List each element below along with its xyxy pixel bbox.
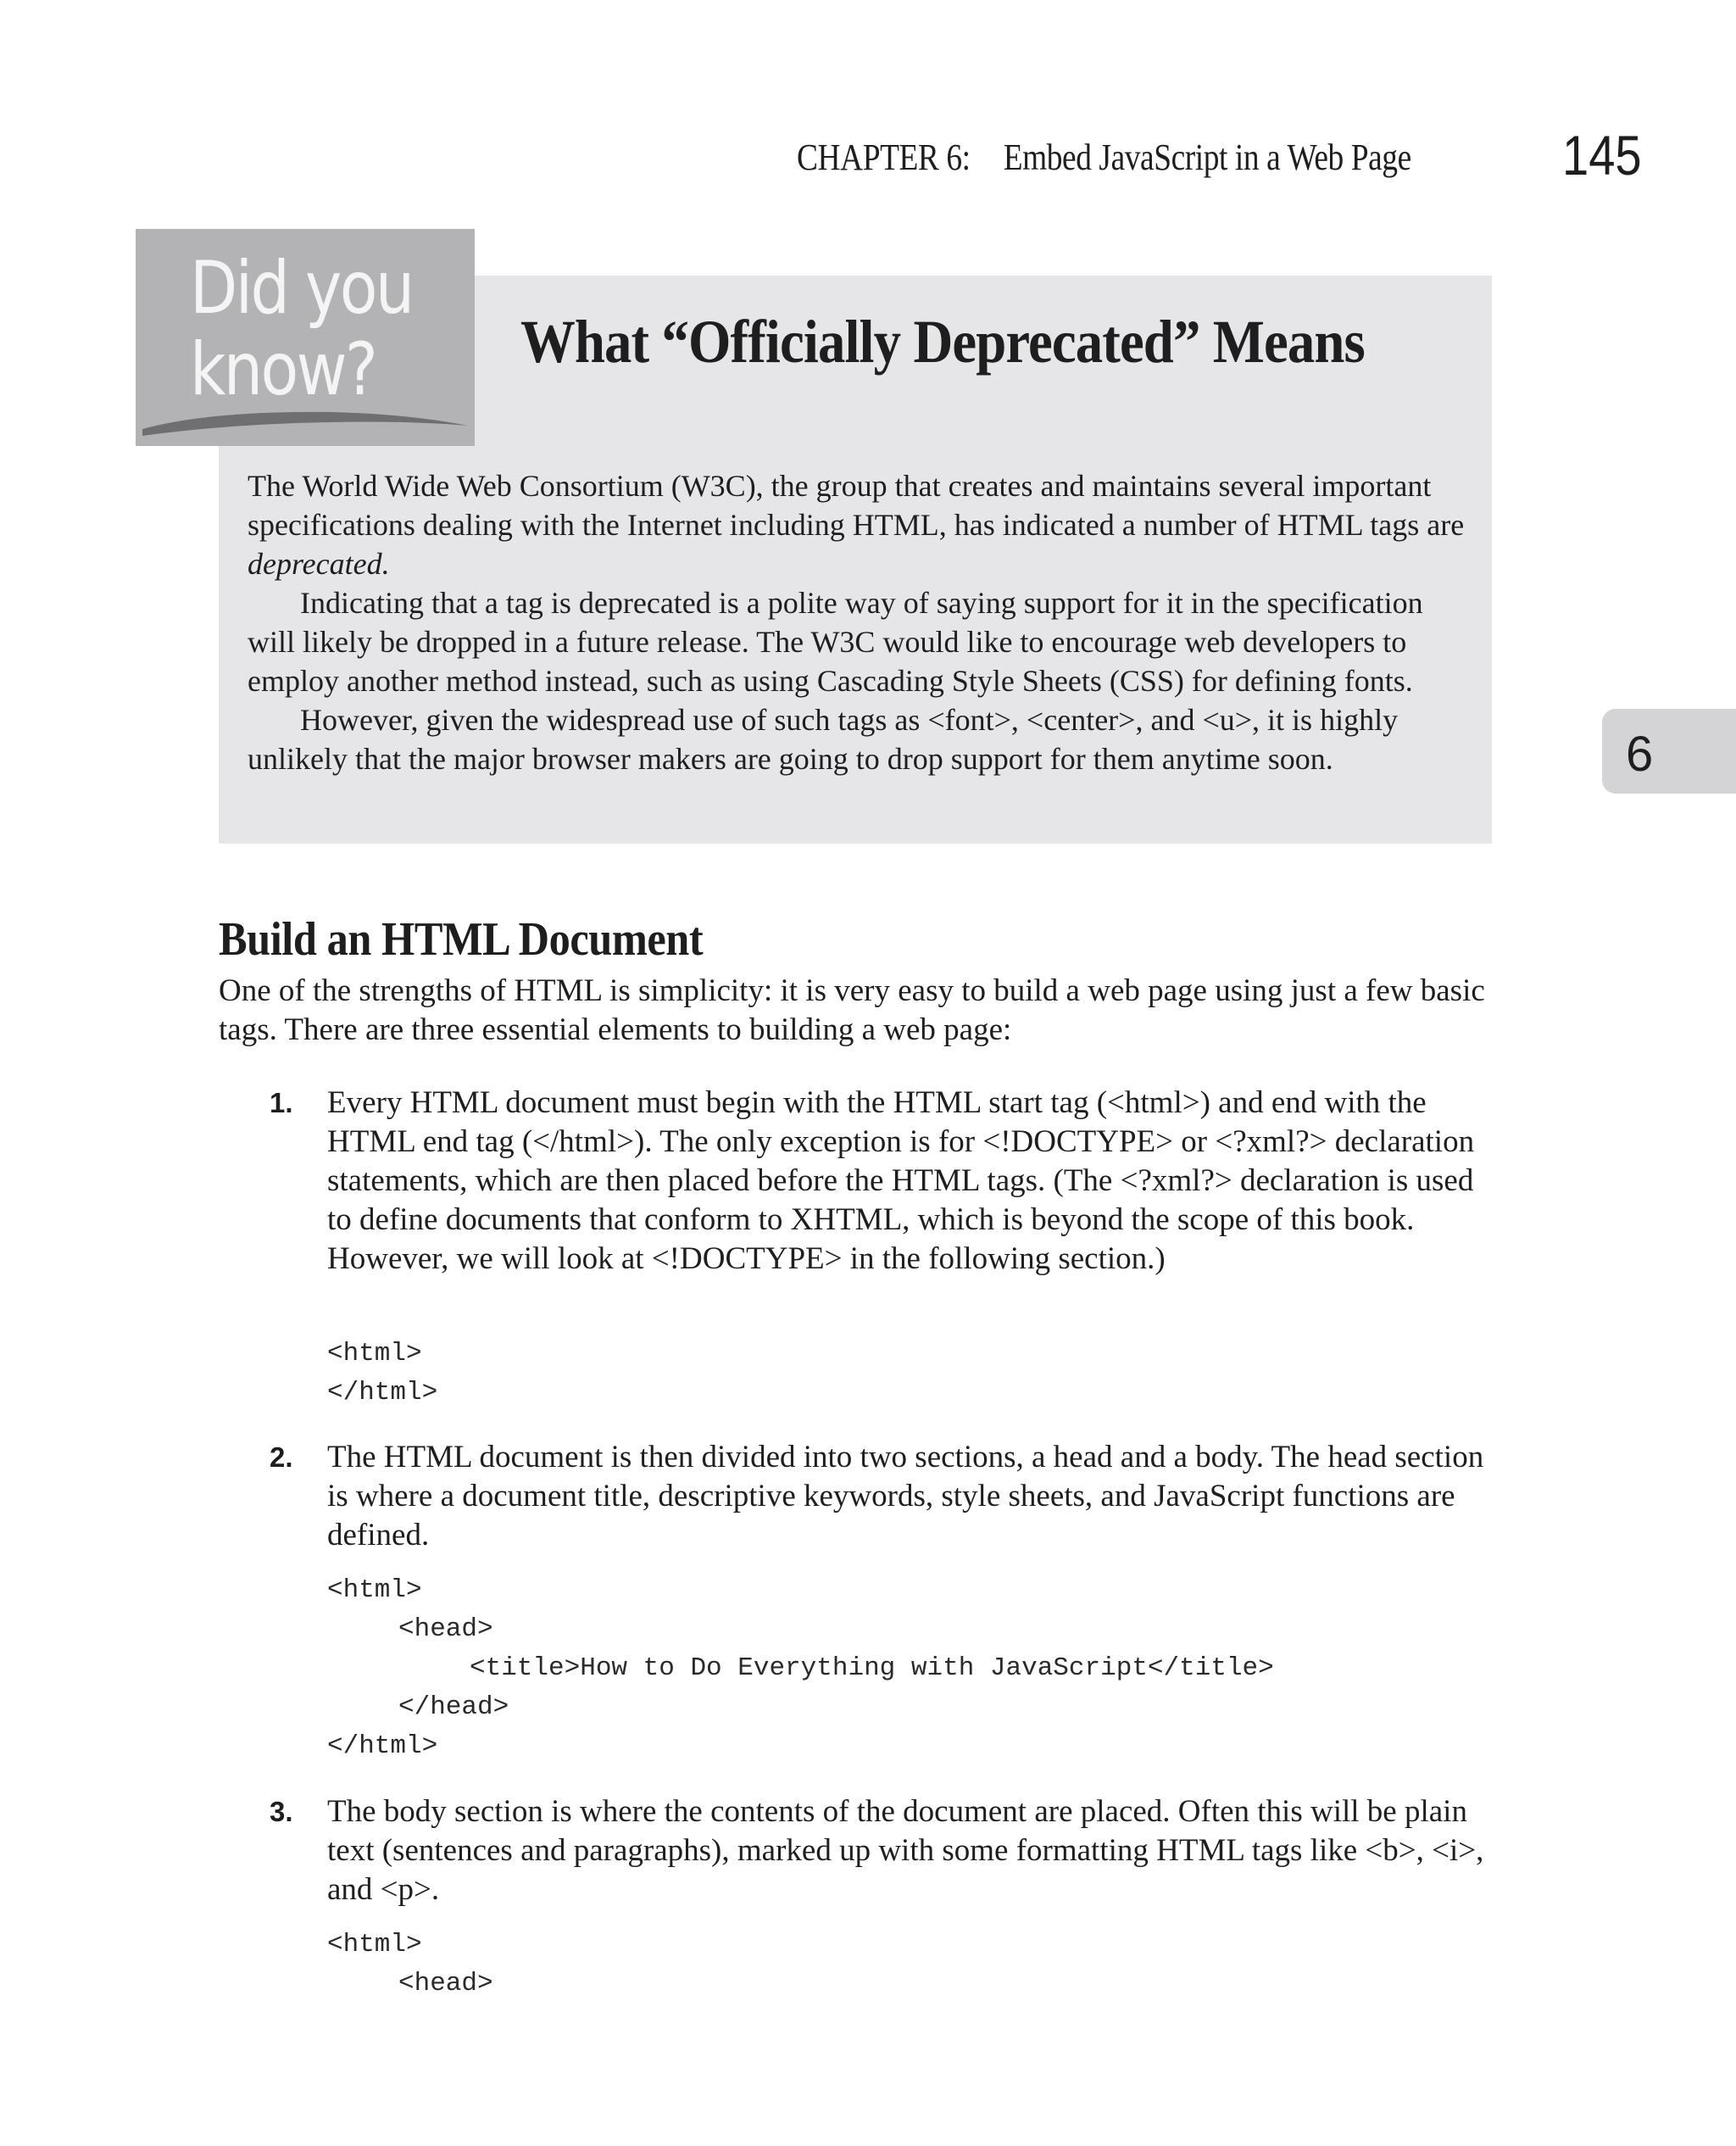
badge-line-2: know? (190, 327, 376, 412)
page-number: 145 (1562, 124, 1642, 187)
chapter-tab (1602, 709, 1736, 794)
did-you-know-badge (136, 229, 475, 446)
code-line: <html> (327, 1575, 422, 1605)
step-number: 3. (270, 1796, 293, 1827)
code-line: </html> (327, 1731, 438, 1761)
chapter-title: Embed JavaScript in a Web Page (1003, 137, 1411, 178)
step-text: Every HTML document must begin with the HTML start tag (<html>) and end with the HTML end tag (</html>). The only exception is for <!DOCTYPE> or <?xml?> declaration statements, which are then placed before the HTML tags. (The <?xml?> declaration is used to define documents that conform to XHTML, which is beyond the scope of this book. However, we will look at <!DOCTYPE> in the following section.) (327, 1085, 1475, 1276)
code-line: </html> (327, 1378, 438, 1407)
code-line: <head> (398, 1614, 493, 1644)
sidebar-paragraph (248, 466, 1477, 583)
intro-paragraph: One of the strengths of HTML is simplicity: it is very easy to build a web page using just a few basic tags. There are three essential elements to building a web page: (219, 973, 1485, 1047)
section-heading: Build an HTML Document (219, 913, 704, 966)
sidebar-paragraph: However, given the widespread use of such tags as <font>, <center>, and <u>, it is highly unlikely that the major browser makers are going to drop support for them anytime soon. (248, 703, 1399, 776)
step-number: 1. (270, 1087, 293, 1118)
badge-line-1: Did you (190, 246, 413, 331)
chapter-tab-number: 6 (1626, 727, 1654, 782)
code-block (327, 1335, 1514, 1413)
step-number: 2. (270, 1441, 293, 1473)
sidebar-paragraph-text: The World Wide Web Consortium (W3C), the group that creates and maintains several important specifications dealing with the Internet including HTML, has indicated a number of HTML tags are (248, 469, 1465, 542)
running-header (797, 136, 1411, 179)
sidebar-body (248, 466, 1477, 778)
code-block (327, 1926, 1514, 2004)
code-line: <title>How to Do Everything with JavaScript</title> (470, 1653, 1274, 1683)
step-text: The HTML document is then divided into two sections, a head and a body. The head section is where a document title, descriptive keywords, style sheets, and JavaScript functions are defined. (327, 1440, 1484, 1552)
code-line: <html> (327, 1339, 422, 1368)
swoosh-icon (136, 229, 475, 446)
code-line: </head> (398, 1692, 509, 1722)
step-text: The body section is where the contents of the document are placed. Often this will be plain text (sentences and paragraphs), marked up with some formatting HTML tags like <b>, <i>, and <p>. (327, 1794, 1484, 1907)
sidebar-title: What “Officially Deprecated” Means (520, 308, 1365, 376)
code-line: <html> (327, 1930, 422, 1959)
code-block (327, 1571, 1514, 1766)
chapter-label: CHAPTER 6: (797, 137, 971, 178)
code-line: <head> (398, 1969, 493, 1998)
sidebar-emphasis: deprecated. (248, 547, 390, 581)
sidebar-paragraph: Indicating that a tag is deprecated is a polite way of saying support for it in the specification will likely be dropped in a future release. The W3C would like to encourage web developers to employ another method instead, such as using Cascading Style Sheets (CSS) for defining fonts. (248, 586, 1423, 698)
